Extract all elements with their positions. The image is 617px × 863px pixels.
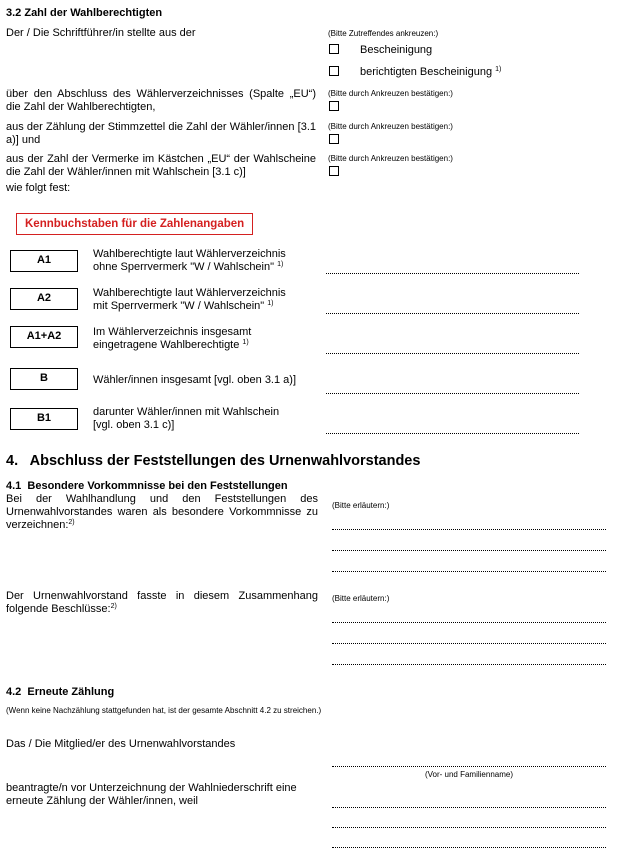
row-label-a1-a2: Im Wählerverzeichnis insgesamt eingetragene Wahlberechtigte $^{1)}$ bbox=[93, 326, 252, 351]
hint-confirm-3: (Bitte durch Ankreuzen bestätigen:) bbox=[328, 154, 453, 163]
paragraph-beschluesse: Der Urnenwahlvorstand fasste in diesem Zusammenhang folgende Beschlüsse:$^{2)}$ bbox=[6, 590, 318, 615]
paragraph-stimmzettel: aus der Zählung der Stimmzettel die Zahl der Wähler/innen [3.1 a)] und bbox=[6, 121, 316, 146]
row-value-line-a1-a2[interactable] bbox=[326, 353, 579, 354]
option-bescheinigung-label: Bescheinigung bbox=[360, 44, 433, 56]
checkbox-confirm-2[interactable] bbox=[329, 134, 339, 144]
hint-confirm-1: (Bitte durch Ankreuzen bestätigen:) bbox=[328, 89, 453, 98]
row-label-b1: darunter Wähler/innen mit Wahlschein [vgl. oben 3.1 c)] bbox=[93, 406, 280, 431]
code-box-a2: A2 bbox=[10, 288, 78, 310]
row-value-line-a1[interactable] bbox=[326, 273, 579, 274]
section-heading-3-2: 3.2 Zahl der Wahlberechtigten bbox=[6, 7, 163, 19]
beschluss-line-2[interactable] bbox=[332, 643, 606, 644]
row-value-line-b[interactable] bbox=[326, 393, 579, 394]
row-label-a2: Wahlberechtigte laut Wählerverzeichnis mit Sperrvermerk "W / Wahlschein" $^{1)}$ bbox=[93, 287, 286, 312]
explain-line-2[interactable] bbox=[332, 550, 606, 551]
hint-explain-2: (Bitte erläutern:) bbox=[332, 594, 390, 603]
section-heading-4-1: 4.1 Besondere Vorkommnisse bei den Feststellungen bbox=[6, 480, 288, 492]
paragraph-wahlberechtigte: über den Abschluss des Wählerverzeichnisses (Spalte „EU“) die Zahl der Wahlberechtigten, bbox=[6, 88, 316, 113]
code-box-b1: B1 bbox=[10, 408, 78, 430]
row-label-a1: Wahlberechtigte laut Wählerverzeichnis ohne Sperrvermerk "W / Wahlschein" $^{1)}$ bbox=[93, 248, 286, 273]
hint-confirm-2: (Bitte durch Ankreuzen bestätigen:) bbox=[328, 122, 453, 131]
row-value-line-b1[interactable] bbox=[326, 433, 579, 434]
beschluss-line-3[interactable] bbox=[332, 664, 606, 665]
checkbox-confirm-1[interactable] bbox=[329, 101, 339, 111]
beschluss-line-1[interactable] bbox=[332, 622, 606, 623]
row-label-b: Wähler/innen insgesamt [vgl. oben 3.1 a)] bbox=[93, 374, 297, 386]
name-line[interactable] bbox=[332, 766, 606, 767]
kennbuchstaben-label: Kennbuchstaben für die Zahlenangaben bbox=[16, 213, 253, 235]
section-heading-4-2: 4.2 Erneute Zählung bbox=[6, 686, 115, 698]
code-box-a1-a2: A1+A2 bbox=[10, 326, 78, 348]
hint-select: (Bitte Zutreffendes ankreuzen:) bbox=[328, 29, 439, 38]
reason-line-2[interactable] bbox=[332, 827, 606, 828]
explain-line-3[interactable] bbox=[332, 571, 606, 572]
code-box-b: B bbox=[10, 368, 78, 390]
hint-explain-1: (Bitte erläutern:) bbox=[332, 501, 390, 510]
section-heading-4: 4. Abschluss der Feststellungen des Urnenwahlvorstandes bbox=[6, 453, 421, 469]
row-value-line-a2[interactable] bbox=[326, 313, 579, 314]
reason-line-1[interactable] bbox=[332, 807, 606, 808]
checkbox-bescheinigung[interactable] bbox=[329, 44, 339, 54]
paragraph-erneute-zaehlung: beantragte/n vor Unterzeichnung der Wahlniederschrift eine erneute Zählung der Wähler/innen, weil bbox=[6, 782, 297, 807]
checkbox-confirm-3[interactable] bbox=[329, 166, 339, 176]
code-box-a1: A1 bbox=[10, 250, 78, 272]
option-berichtigte-bescheinigung-label: berichtigten Bescheinigung $^{1)}$ bbox=[360, 66, 502, 78]
paragraph-vorkommnisse: Bei der Wahlhandlung und den Feststellungen des Urnenwahlvorstandes waren als besondere Vorkommnisse zu verzeichnen:$^{2)}$ bbox=[6, 493, 318, 531]
paragraph-vermerke: aus der Zahl der Vermerke im Kästchen „EU“ der Wahlscheine die Zahl der Wähler/innen mit Wahlschein [3.1 c)] bbox=[6, 153, 316, 178]
intro-text: Der / Die Schriftführer/in stellte aus der bbox=[6, 27, 196, 39]
explain-line-1[interactable] bbox=[332, 529, 606, 530]
paragraph-wie-folgt: wie folgt fest: bbox=[6, 182, 71, 194]
name-caption: (Vor- und Familienname) bbox=[424, 770, 514, 779]
paragraph-mitglieder: Das / Die Mitglied/er des Urnenwahlvorstandes bbox=[6, 738, 236, 750]
reason-line-3[interactable] bbox=[332, 847, 606, 848]
note-nachzaehlung: (Wenn keine Nachzählung stattgefunden hat, ist der gesamte Abschnitt 4.2 zu streichen.) bbox=[6, 706, 322, 715]
checkbox-berichtigte-bescheinigung[interactable] bbox=[329, 66, 339, 76]
